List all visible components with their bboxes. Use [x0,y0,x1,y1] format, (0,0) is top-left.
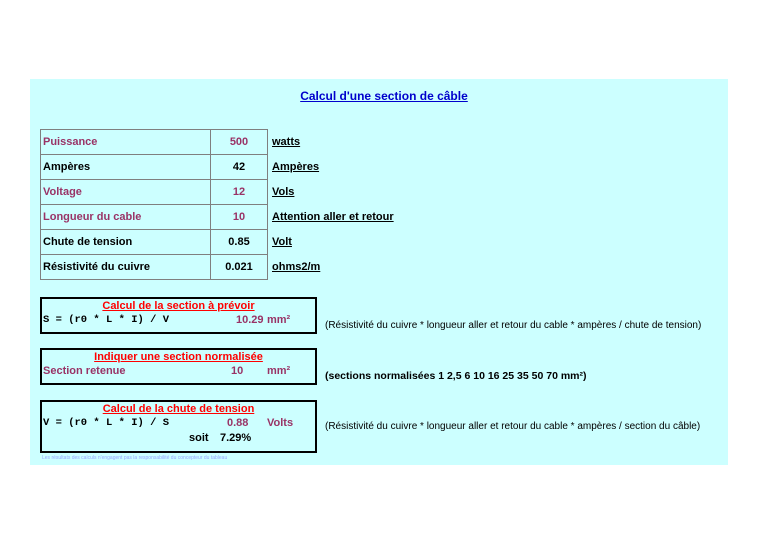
param-label: Puissance [41,130,211,155]
normalized-unit: mm² [267,365,291,377]
param-label: Ampères [41,155,211,180]
normalized-label: Section retenue [43,365,126,377]
param-unit: Ampères [272,161,320,173]
param-value-input[interactable]: 12 [211,180,268,205]
section-calc-box [40,297,317,334]
param-unit: watts [272,136,301,148]
param-label: Chute de tension [41,230,211,255]
normalized-value-input[interactable]: 10 [231,365,244,377]
param-value: 42 [211,155,268,180]
voltage-formula: V = (r0 * L * I) / S [43,417,170,429]
soit-label: soit [189,432,209,444]
voltage-drop-box [40,400,317,453]
param-label: Résistivité du cuivre [41,255,211,280]
section-result: 10.29 [236,314,264,326]
section-unit: mm² [267,314,291,326]
param-unit: ohms2/m [272,261,321,273]
normalized-row [42,364,315,380]
section-calc-header: Calcul de la section à prévoir [102,300,255,312]
param-unit: Vols [272,186,295,198]
section-formula: S = (r0 * L * I) / V [43,314,170,326]
param-value-input[interactable]: 10 [211,205,268,230]
page-title: Calcul d'une section de câble [300,89,468,103]
voltage-drop-percent: 7.29% [220,432,252,444]
voltage-drop-header: Calcul de la chute de tension [102,403,255,415]
param-value-input[interactable]: 500 [211,130,268,155]
param-label: Voltage [41,180,211,205]
normalized-note: (sections normalisées 1 2,5 6 10 16 25 35 50 70 mm²) [325,370,587,382]
normalized-section-box [40,348,317,385]
table-row [41,255,397,280]
table-row [41,205,397,230]
normalized-header: Indiquer une section normalisée [94,351,263,363]
param-value: 0.85 [211,230,268,255]
param-unit: Volt [272,236,292,248]
table-row [41,155,397,180]
param-value: 0.021 [211,255,268,280]
voltage-drop-row [42,416,315,432]
voltage-drop-note: (Résistivité du cuivre * longueur aller et retour du cable * ampères / section du câble) [325,421,701,432]
disclaimer-text: Les résultats des calculs n'engagent pas la responsabilité du concepteur du tableau [42,455,228,461]
section-calc-note: (Résistivité du cuivre * longueur aller et retour du cable * ampères / chute de tension) [325,320,702,331]
voltage-result: 0.88 [227,417,249,429]
param-label: Longueur du cable [41,205,211,230]
table-row [41,180,397,205]
voltage-unit: Volts [267,417,294,429]
param-unit: Attention aller et retour [272,211,394,223]
table-row [41,130,397,155]
section-calc-row [42,313,315,329]
parameters-table [40,129,397,280]
percent-row [42,432,315,448]
table-row [41,230,397,255]
